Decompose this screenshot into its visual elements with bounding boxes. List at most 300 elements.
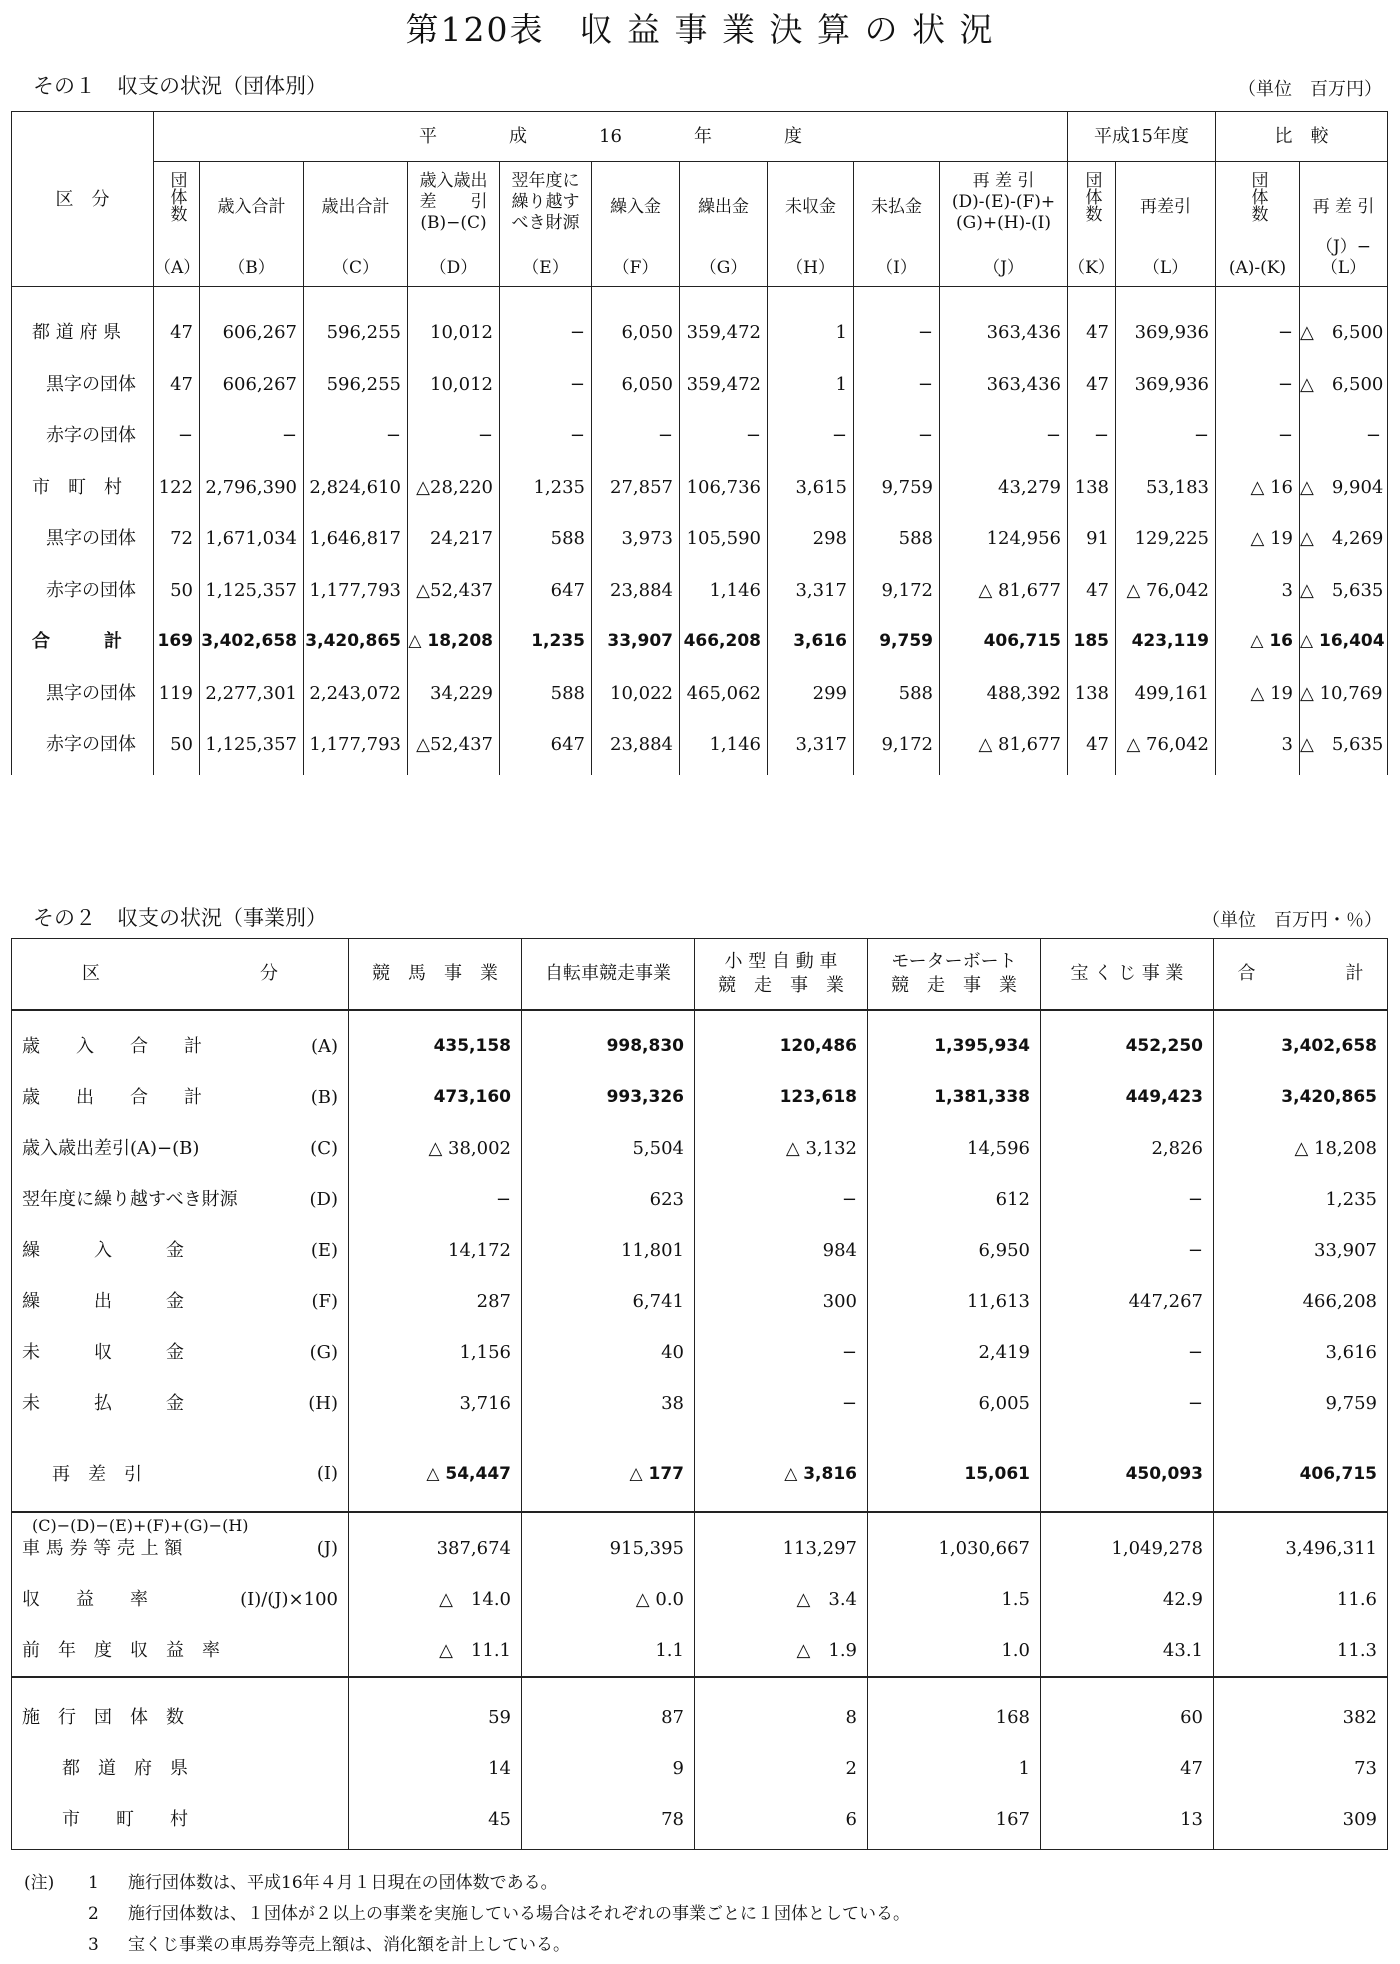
col-values-4 [500,287,592,776]
table-cell: 488,392 [986,682,1061,704]
page-title: 第120表 収 益 事 業 決 算 の 状 況 [405,10,995,49]
table-cell: △28,220 [416,476,493,498]
table-cell: 11.3 [1336,1640,1377,1661]
col-values-3 [868,1512,1041,1677]
table-cell: 1,177,793 [309,579,401,601]
table-cell: − [841,1342,857,1363]
row-label: 黒字の団体 [46,373,136,395]
col-header-label: 翌年度に 繰り越す べき財源 [511,171,580,233]
note-text: 宝くじ事業の車馬券等売上額は、消化額を計上している。 [128,1935,570,1955]
table-cell: 1.0 [1001,1640,1030,1661]
table-cell: 47 [1086,373,1109,395]
table-cell: 14,172 [448,1240,511,1261]
table-cell: 9,759 [879,631,933,651]
row-label: 市 町 村 [32,476,122,498]
table-cell: 120,486 [779,1036,857,1056]
col-values-1 [200,287,304,776]
part2-heading: その２ 収支の状況（事業別） [33,906,327,930]
table-cell: − [569,322,585,343]
table-cell: 1,146 [709,579,761,601]
table-cell: 10,012 [430,373,493,395]
table-cell: 6,050 [621,373,673,395]
table-cell: 588 [898,682,933,704]
table-cell: − [745,425,761,446]
col-values-9 [940,287,1068,776]
col-header-code: （I） [876,258,917,278]
table-cell: 387,674 [436,1538,511,1559]
col-values-8 [854,287,940,776]
table-cell: 3,402,658 [201,631,297,651]
table-cell: 9,759 [881,476,933,498]
table-cell: 466,208 [683,631,761,651]
table-cell: 2 [845,1758,857,1779]
table-cell: 1,125,357 [205,579,297,601]
col-values-2 [695,1677,868,1850]
table-cell: 3,317 [795,579,847,601]
table-cell: 1,671,034 [205,528,297,549]
table-cell: 1,030,667 [938,1538,1030,1559]
table-cell: △ 54,447 [426,1464,511,1484]
table-cell: 47 [170,373,193,395]
col-header-code: （K） [1068,258,1115,278]
col-values-1 [522,1512,695,1677]
table-cell: 1,235 [531,631,585,651]
table-cell: − [841,1393,857,1414]
table-cell: 623 [649,1189,684,1210]
table-cell: △ 6,500 [1300,373,1384,395]
col-header-code: （F） [612,258,659,278]
table-cell: 435,158 [433,1036,511,1056]
col-header-10 [1068,162,1116,287]
col-header-code: （D） [429,258,478,278]
table-cell: 11,801 [621,1240,684,1261]
table-cell: △ 11.1 [439,1640,511,1661]
table-cell: 53,183 [1146,476,1209,498]
table-cell: 47 [1086,322,1109,343]
table-cell: − [1187,1393,1203,1414]
table-cell: 369,936 [1134,322,1209,343]
col-header-code: (A)-(K) [1228,258,1287,278]
note-number: 1 [88,1873,99,1893]
table-cell: △ 76,042 [1126,579,1209,601]
table-cell: 91 [1086,528,1109,549]
note-key: (注) [24,1873,55,1893]
col-header-label: 歳出合計 [321,197,390,217]
table-cell: △ 9,904 [1300,476,1384,498]
table-cell: − [1277,425,1293,446]
table-cell: 588 [550,528,585,549]
table-cell: 363,436 [986,322,1061,343]
table-cell: △ 19 [1250,682,1293,704]
table-cell: 42.9 [1162,1589,1203,1610]
col-values-7 [768,287,854,776]
row-label: 黒字の団体 [46,528,136,549]
note-item [24,1868,910,1899]
table-cell: 6,050 [621,322,673,343]
table-cell: 1,381,338 [934,1087,1030,1107]
table-cell: 1,235 [533,476,585,498]
table-part1 [11,111,1388,775]
table-cell: 14 [488,1758,511,1779]
col-values-4 [1041,1010,1214,1512]
table-cell: 299 [812,682,847,704]
table-cell: 6,005 [978,1393,1030,1414]
notes [24,1868,910,1961]
table-cell: 40 [661,1342,684,1363]
note-number: 2 [88,1904,99,1924]
table-cell: △ 38,002 [428,1138,511,1159]
table-cell: 596,255 [326,322,401,343]
table-cell: − [385,425,401,446]
table-cell: 47 [170,322,193,343]
table-cell: 106,736 [686,476,761,498]
table-cell: △ 3,816 [784,1464,857,1484]
table-cell: 3,420,865 [1281,1087,1377,1107]
table-cell: △ 16 [1250,631,1293,651]
table-cell: 1 [835,322,847,343]
table-cell: 300 [822,1291,857,1312]
col-values-2 [304,287,408,776]
table-cell: − [917,373,933,395]
table-cell: 647 [550,734,585,755]
row-label: 繰 入 金 (E) [22,1240,338,1261]
table-cell: △ 0.0 [635,1589,684,1610]
col-header-11 [1116,162,1216,287]
table-cell: 915,395 [609,1538,684,1559]
table-cell: 473,160 [433,1087,511,1107]
table-cell: 11,613 [967,1291,1030,1312]
table-cell: 612 [995,1189,1030,1210]
table-cell: 23,884 [610,579,673,601]
table-cell: 1 [1018,1758,1030,1779]
table-cell: 606,267 [222,322,297,343]
table-cell: 382 [1342,1707,1377,1728]
row-label: 翌年度に繰り越すべき財源 (D) [22,1189,338,1210]
table-cell: − [657,425,673,446]
col-header-label: 団体数 [1081,171,1102,222]
col-values-12 [1216,287,1300,776]
col-values-2 [695,1010,868,1512]
table-cell: 45 [488,1809,511,1830]
table-cell: △ 18,208 [408,631,493,651]
table-cell: 596,255 [326,373,401,395]
table-cell: 78 [661,1809,684,1830]
table-cell: △ 81,677 [978,579,1061,601]
table-cell: 2,243,072 [309,682,401,704]
table-cell: 1,146 [709,734,761,755]
col-header-6 [680,162,768,287]
table-cell: 50 [170,734,193,755]
table-cell: − [1277,373,1293,395]
table-cell: 499,161 [1134,682,1209,704]
col-header-3 [408,162,500,287]
row-label: 収 益 率 (I)/(J)×100 [22,1589,338,1610]
table-cell: △ 177 [629,1464,684,1484]
table-cell: 129,225 [1134,528,1209,549]
table-cell: 3 [1281,734,1293,755]
table-cell: 8 [845,1707,857,1728]
table-cell: 309 [1342,1809,1377,1830]
table-cell: − [841,1189,857,1210]
table-cell: 1,646,817 [309,528,401,549]
table-cell: 169 [157,631,193,651]
row-labels [12,1010,349,1535]
table-cell: 466,208 [1302,1291,1377,1312]
table-cell: 38 [661,1393,684,1414]
row-label: 車 馬 券 等 売 上 額 (J) [22,1538,338,1559]
table-cell: 60 [1180,1707,1203,1728]
table-cell: − [569,425,585,446]
table-part2 [11,938,1388,1850]
row-labels [12,1677,349,1850]
table-cell: 1,049,278 [1111,1538,1203,1559]
table-cell: 14,596 [967,1138,1030,1159]
table-cell: △ 3.4 [796,1589,857,1610]
col-header-13 [1300,162,1388,287]
table-cell: 59 [488,1707,511,1728]
table-cell: 450,093 [1125,1464,1203,1484]
table-cell: 9,172 [881,579,933,601]
table-cell: 452,250 [1125,1036,1203,1056]
table-cell: 993,326 [606,1087,684,1107]
table-cell: 2,277,301 [205,682,297,704]
col-kubun-header: 区 分 [12,939,349,1011]
col-values-0 [154,287,200,776]
row-label: 黒字の団体 [46,682,136,704]
table-cell: 24,217 [430,528,493,549]
table-cell: − [1045,425,1061,446]
table-cell: − [1187,1240,1203,1261]
table-cell: 2,824,610 [309,476,401,498]
col-header-8 [854,162,940,287]
part1-unit: （単位 百万円） [1238,79,1382,100]
table-cell: − [1277,322,1293,343]
table-cell: 984 [822,1240,857,1261]
col-header-label: 団体数 [1247,171,1268,222]
table-cell: △ 3,132 [785,1138,857,1159]
row-label: 都 道 府 県 [32,322,122,343]
col-header-label: 繰入金 [610,197,661,217]
part1-heading: その１ 収支の状況（団体別） [33,74,327,98]
table-cell: 406,715 [983,631,1061,651]
row-label: 歳 出 合 計 (B) [22,1087,338,1108]
col-values-5 [1214,1512,1388,1677]
table-cell: − [1093,425,1109,446]
col-header-7 [768,162,854,287]
col-header-label: 再 差 引 [1312,197,1375,217]
table-cell: △ 18,208 [1294,1138,1377,1159]
table-cell: 3,615 [795,476,847,498]
table-cell: 10,012 [430,322,493,343]
table-cell: 449,423 [1125,1087,1203,1107]
note-number: 3 [88,1935,99,1955]
table-cell: − [177,425,193,446]
table-cell: △52,437 [416,734,493,755]
col-header-2 [304,162,408,287]
table-cell: 2,826 [1151,1138,1203,1159]
table-cell: − [1187,1342,1203,1363]
table-cell: 1,395,934 [934,1036,1030,1056]
table-cell: △ 14.0 [439,1589,511,1610]
row-label: 赤字の団体 [46,579,136,601]
table-cell: − [569,373,585,395]
col-values-1 [522,1010,695,1512]
table-cell: − [917,322,933,343]
col-header-2: 小 型 自 動 車 競 走 事 業 [695,939,868,1011]
table-cell: 359,472 [686,322,761,343]
table-cell: 465,062 [686,682,761,704]
table-cell: 50 [170,579,193,601]
col-header-5: 合 計 [1214,939,1388,1011]
col-header-0 [154,162,200,287]
table-cell: − [477,425,493,446]
col-values-11 [1116,287,1216,776]
table-cell: 998,830 [606,1036,684,1056]
table-cell: 105,590 [686,528,761,549]
row-label: 赤字の団体 [46,734,136,755]
table-cell: 87 [661,1707,684,1728]
table-cell: − [1193,425,1209,446]
row-label-saisa: 再 差 引 (C)−(D)−(E)+(F)+(G)−(H) (I) [32,1463,338,1535]
table-cell: 1.5 [1001,1589,1030,1610]
table-cell: 72 [170,528,193,549]
table-cell: 3,716 [459,1393,511,1414]
table-cell: 23,884 [610,734,673,755]
table-cell: 10,022 [610,682,673,704]
table-cell: 1,125,357 [205,734,297,755]
table-cell: 122 [158,476,193,498]
col-header-9 [940,162,1068,287]
col-values-0 [349,1512,522,1677]
table-cell: 363,436 [986,373,1061,395]
table-cell: 1,156 [459,1342,511,1363]
table-cell: 47 [1086,734,1109,755]
col-header-label: 団体数 [166,171,187,222]
col-header-label: 歳入合計 [217,197,286,217]
col-header-label: 繰出金 [698,197,749,217]
table-cell: 423,119 [1131,631,1209,651]
table-cell: 359,472 [686,373,761,395]
table-cell: 119 [158,682,193,704]
table-cell: △ 16 [1250,476,1293,498]
table-cell: 34,229 [430,682,493,704]
col-header-code: （A） [154,258,201,278]
table-cell: 2,796,390 [205,476,297,498]
table-cell: 9 [672,1758,684,1779]
col-header-code: （L） [1142,258,1189,278]
table-cell: 73 [1354,1758,1377,1779]
col-header-0: 競 馬 事 業 [349,939,522,1011]
table-cell: 606,267 [222,373,297,395]
table-cell: − [831,425,847,446]
col-header-code: （B） [228,258,275,278]
row-labels [12,1512,349,1677]
table-cell: 298 [812,528,847,549]
table-cell: △ 76,042 [1126,734,1209,755]
note-item [24,1930,910,1961]
table-cell: 185 [1073,631,1109,651]
table-cell: 588 [898,528,933,549]
table-cell: 6 [845,1809,857,1830]
table-cell: 6,741 [632,1291,684,1312]
table-cell: 588 [550,682,585,704]
col-header-label: 再差引 [1140,197,1191,217]
table-cell: 1.1 [655,1640,684,1661]
table-cell: 27,857 [610,476,673,498]
table-cell: 124,956 [986,528,1061,549]
table-cell: △ 1.9 [796,1640,857,1661]
note-text: 施行団体数は、平成16年４月１日現在の団体数である。 [128,1873,558,1893]
table-cell: 1 [835,373,847,395]
col-values-2 [695,1512,868,1677]
table-cell: 43,279 [998,476,1061,498]
col-header-code: （E） [522,258,569,278]
row-label: 未 払 金 (H) [22,1393,338,1414]
table-cell: 13 [1180,1809,1203,1830]
col-header-4 [500,162,592,287]
table-cell: 9,172 [881,734,933,755]
table-cell: 3,317 [795,734,847,755]
col-values-6 [680,287,768,776]
table-cell: 3 [1281,579,1293,601]
table-cell: 406,715 [1299,1464,1377,1484]
col-header-code: （C） [331,258,379,278]
row-label: 施 行 団 体 数 [22,1707,184,1728]
col-header-code: （H） [786,258,835,278]
table-cell: 287 [476,1291,511,1312]
col-values-13 [1300,287,1388,776]
table-cell: − [495,1189,511,1210]
table-cell: △ 4,269 [1300,528,1384,549]
col-header-code: （J）−（L） [1315,237,1372,278]
row-label: 赤字の団体 [46,425,136,446]
col-values-4 [1041,1512,1214,1677]
row-labels [12,287,154,776]
table-cell: 47 [1086,579,1109,601]
table-cell: △ 81,677 [978,734,1061,755]
table-cell: 113,297 [782,1538,857,1559]
table-cell: − [1187,1189,1203,1210]
table-cell: 123,618 [779,1087,857,1107]
col-header-4: 宝 く じ 事 業 [1041,939,1214,1011]
table-cell: 447,267 [1128,1291,1203,1312]
table-cell: 15,061 [964,1464,1030,1484]
col-values-3 [868,1010,1041,1512]
table-cell: △ 19 [1250,528,1293,549]
table-cell: 138 [1074,476,1109,498]
table-cell: 138 [1074,682,1109,704]
table-cell: 33,907 [1314,1240,1377,1261]
table-cell: △ 5,635 [1300,579,1384,601]
row-label: 合 計 [32,631,122,652]
row-label: 繰 出 金 (F) [22,1291,338,1312]
col-values-0 [349,1010,522,1512]
table-cell: − [917,425,933,446]
table-cell: △ 6,500 [1300,322,1384,343]
row-label: 歳入歳出差引(A)−(B) (C) [22,1138,338,1159]
col-values-10 [1068,287,1116,776]
part2-unit: （単位 百万円・％） [1202,910,1382,931]
table-cell: 1,235 [1325,1189,1377,1210]
table-cell: − [1365,425,1381,446]
table-cell: 3,616 [793,631,847,651]
row-label: 都 道 府 県 [62,1758,188,1779]
table-cell: △ 5,635 [1300,734,1384,755]
row-label: 前 年 度 収 益 率 [22,1640,220,1661]
col-values-4 [1041,1677,1214,1850]
table-cell: 9,759 [1325,1393,1377,1414]
table-cell: 167 [995,1809,1030,1830]
